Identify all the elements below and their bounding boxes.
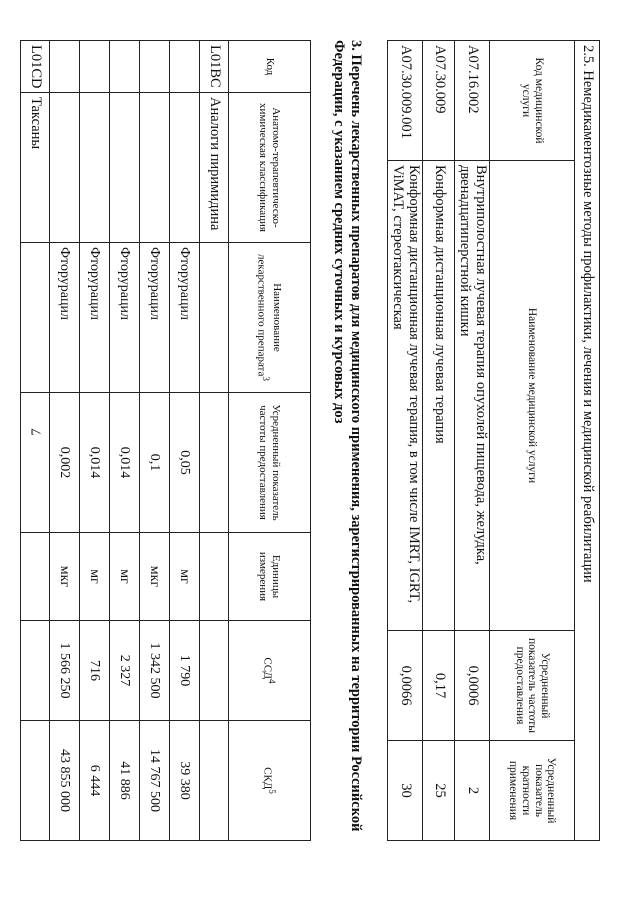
- drug-skd: 14 767 500: [140, 721, 170, 841]
- header-code: Код: [229, 41, 311, 93]
- drug-frequency: 0,014: [110, 393, 140, 533]
- drug-ssd: 1 566 250: [50, 621, 80, 721]
- drug-name: Фторурацил: [110, 243, 140, 393]
- group-code: L01CD: [21, 41, 50, 93]
- header-frequency: Усредненный показатель частоты предоставления: [490, 631, 575, 741]
- service-code: A07.30.009: [423, 41, 455, 161]
- section-3-heading: 3. Перечень лекарственных препаратов для медицинского применения, зарегистрированных на территории Российской Федерации, с указанием средних суточных и курсовых доз: [331, 40, 364, 832]
- drug-ssd: 1 342 500: [140, 621, 170, 721]
- drug-ssd: 2 327: [110, 621, 140, 721]
- drug-skd: 43 855 000: [50, 721, 80, 841]
- service-code: A07.30.009.001: [388, 41, 423, 161]
- group-name: Аналоги пиримидина: [200, 93, 229, 243]
- header-frequency: Усредненный показатель частоты предоставления: [229, 393, 311, 533]
- drug-frequency: 0,002: [50, 393, 80, 533]
- service-frequency: 0,0066: [388, 631, 423, 741]
- group-name: Таксаны: [21, 93, 50, 243]
- drug-name: Фторурацил: [80, 243, 110, 393]
- header-unit: Единицы измерения: [229, 533, 311, 621]
- drug-name: Фторурацил: [140, 243, 170, 393]
- service-frequency: 0,17: [423, 631, 455, 741]
- service-multiplicity: 30: [388, 741, 423, 841]
- section-2-5-title: 2.5. Немедикаментозные методы профилактики, лечения и медицинской реабилитации: [575, 41, 600, 841]
- drug-name: Фторурацил: [170, 243, 200, 393]
- group-row: [21, 41, 50, 841]
- table-row: [388, 41, 423, 841]
- service-frequency: 0,0006: [455, 631, 490, 741]
- drug-frequency: 0,014: [80, 393, 110, 533]
- drug-ssd: 1 790: [170, 621, 200, 721]
- drugs-table: [20, 40, 311, 841]
- drug-unit: мг: [80, 533, 110, 621]
- service-multiplicity: 25: [423, 741, 455, 841]
- services-table: [387, 40, 600, 841]
- table-row: [140, 41, 170, 841]
- header-ssd: ССД$^4$: [229, 621, 311, 721]
- header-service-code: Код медицинской услуги: [490, 41, 575, 161]
- drug-unit: мкг: [50, 533, 80, 621]
- header-skd: СКД$^5$: [229, 721, 311, 841]
- service-name: Конформная дистанционная лучевая терапия: [423, 161, 455, 631]
- drug-skd: 6 444: [80, 721, 110, 841]
- drug-unit: мг: [170, 533, 200, 621]
- table-row: [170, 41, 200, 841]
- service-name: Конформная дистанционная лучевая терапия, в том числе IMRT, IGRT, ViMAT, стереотаксическая: [388, 161, 423, 631]
- header-atc: Анатомо-терапевтическо-химическая классификация: [229, 93, 311, 243]
- service-name: Внутриполостная лучевая терапия опухолей пищевода, желудка, двенадцатиперстной кишки: [455, 161, 490, 631]
- drug-skd: 39 380: [170, 721, 200, 841]
- table-row: [423, 41, 455, 841]
- table-row: [50, 41, 80, 841]
- drug-unit: мг: [110, 533, 140, 621]
- header-drug-name: Наименование лекарственного препарата$^3$: [229, 243, 311, 393]
- header-service-name: Наименование медицинской услуги: [490, 161, 575, 631]
- table-row: [110, 41, 140, 841]
- table-row: [80, 41, 110, 841]
- service-multiplicity: 2: [455, 741, 490, 841]
- table-row: [455, 41, 490, 841]
- header-multiplicity: Усредненный показатель кратности применения: [490, 741, 575, 841]
- drug-skd: 41 886: [110, 721, 140, 841]
- page-number: 7: [29, 428, 45, 436]
- drug-unit: мкг: [140, 533, 170, 621]
- drug-frequency: 0,05: [170, 393, 200, 533]
- drug-name: Фторурацил: [50, 243, 80, 393]
- group-row: [200, 41, 229, 841]
- drug-frequency: 0,1: [140, 393, 170, 533]
- service-code: A07.16.002: [455, 41, 490, 161]
- rotated-page-content: [27, 40, 600, 840]
- drug-ssd: 716: [80, 621, 110, 721]
- group-code: L01BC: [200, 41, 229, 93]
